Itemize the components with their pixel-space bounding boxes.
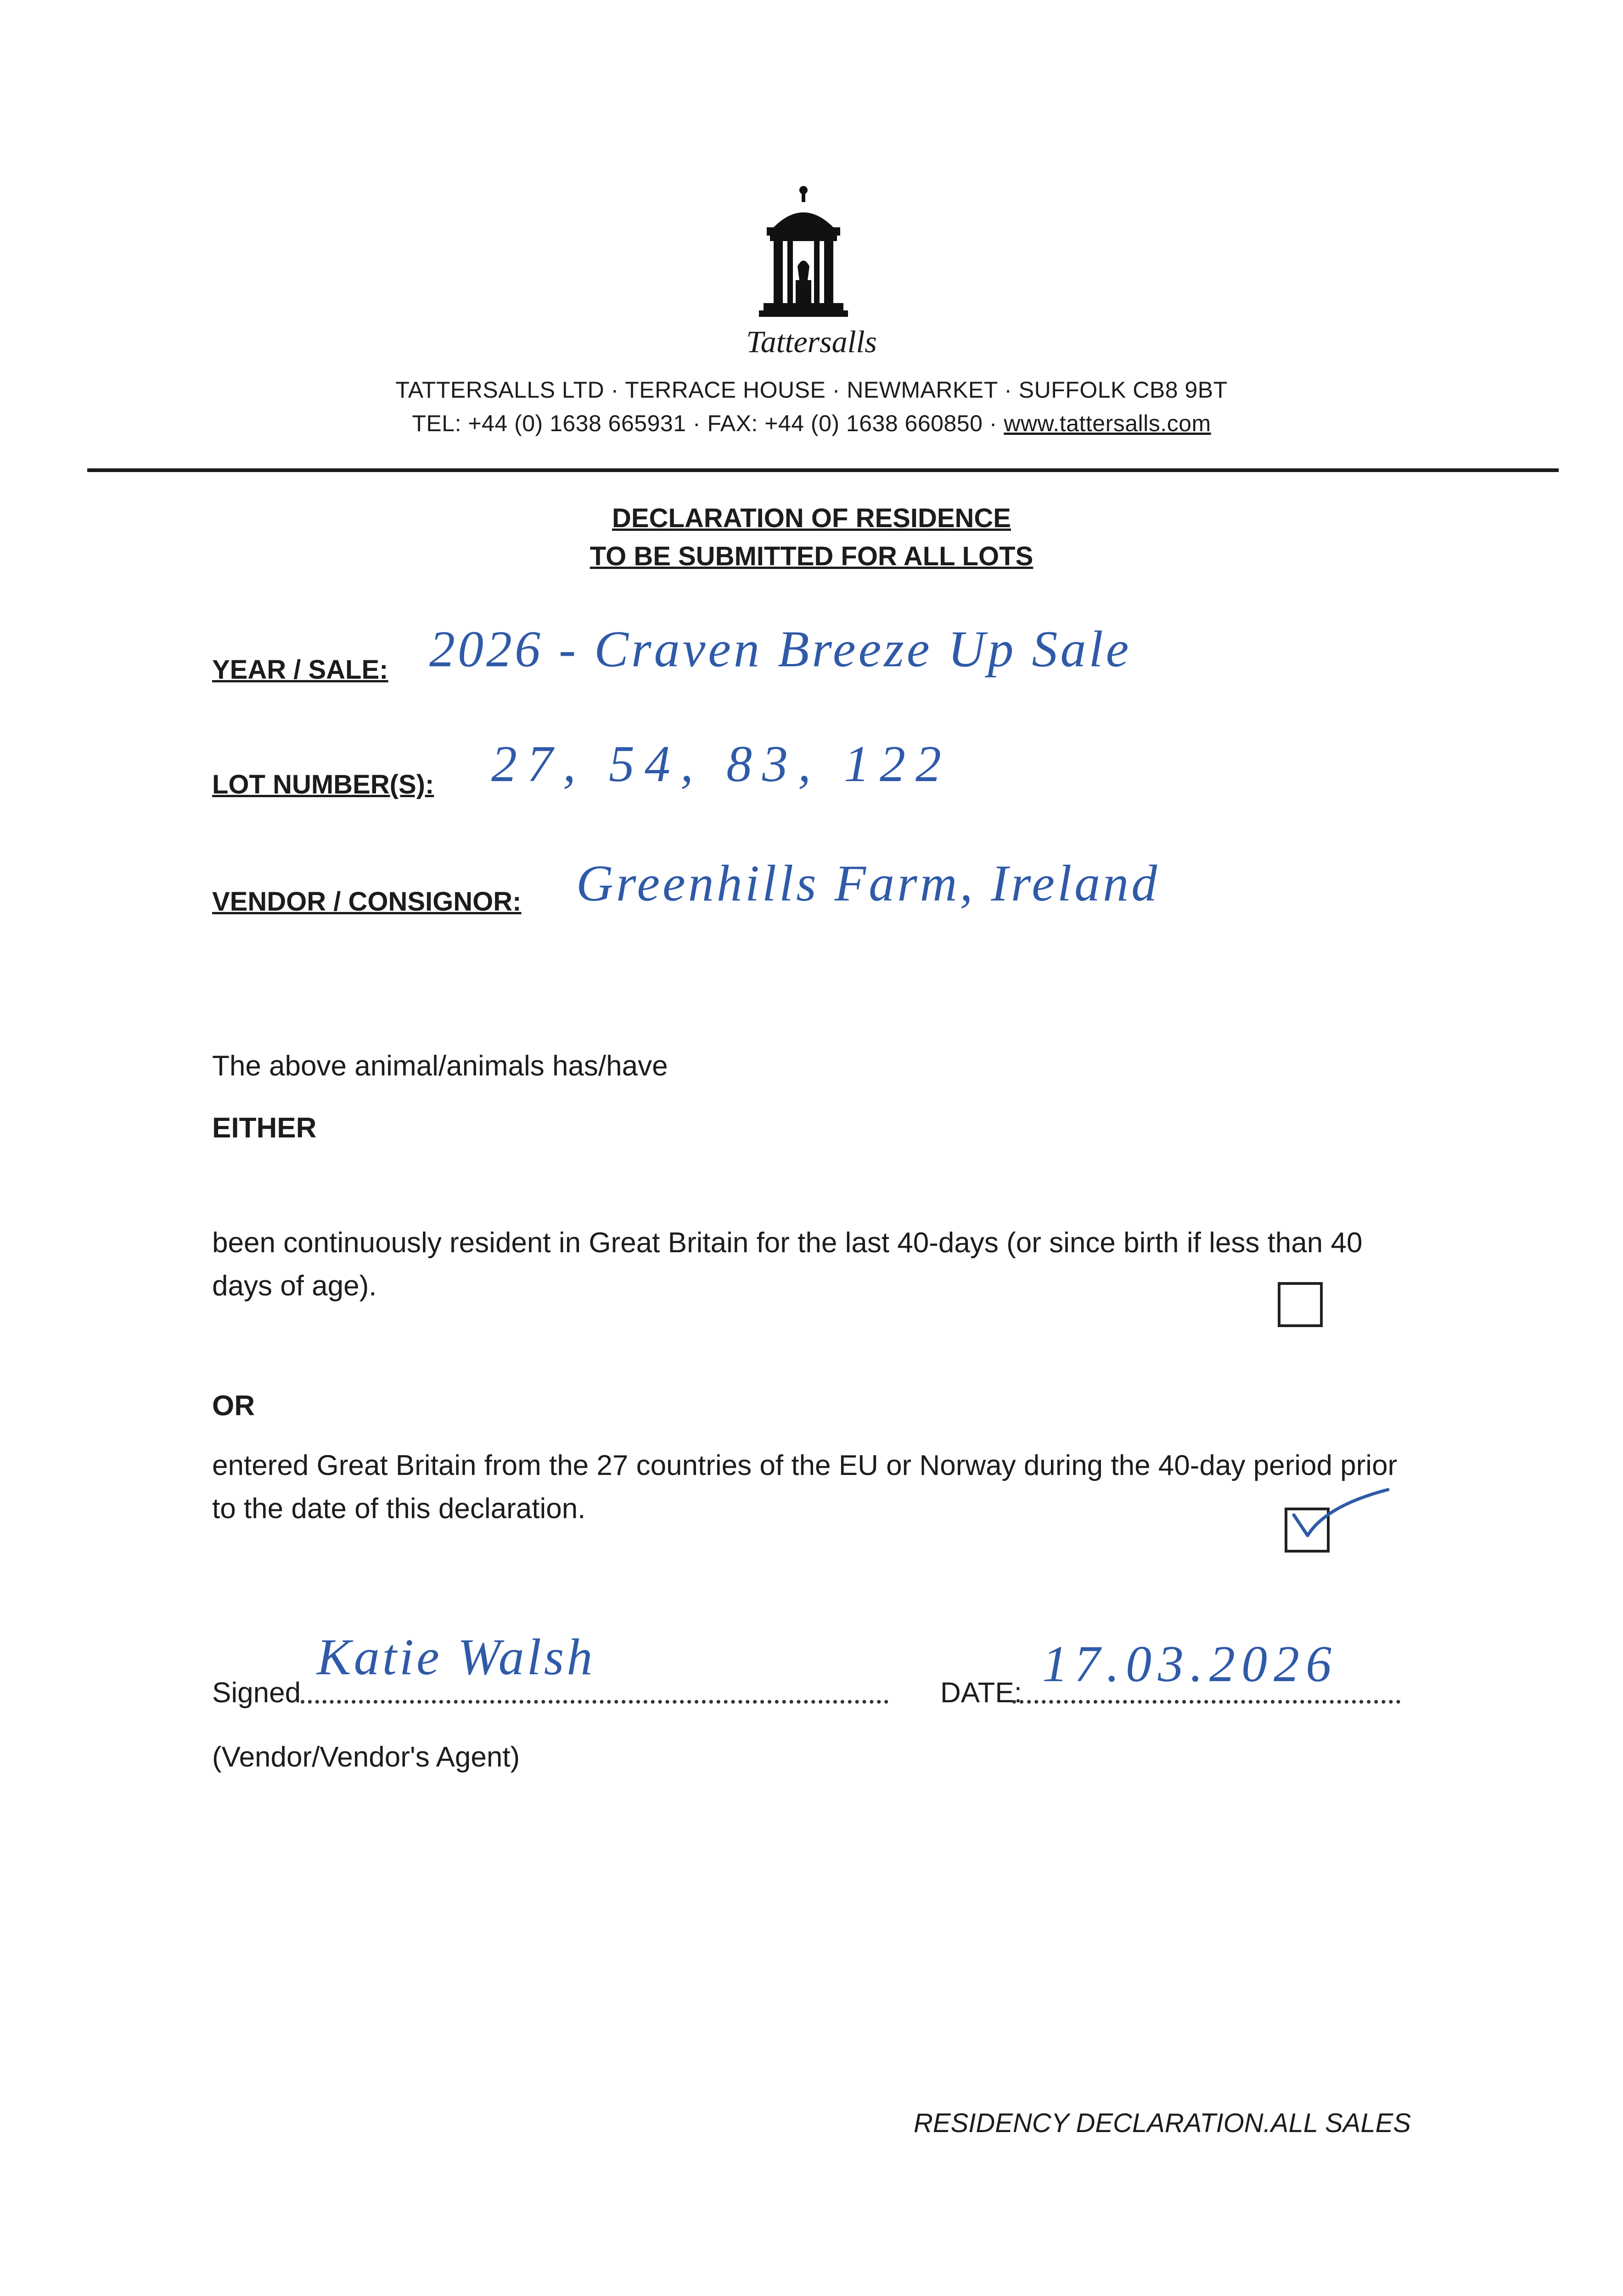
signature-line (301, 1700, 888, 1704)
website-link[interactable]: www.tattersalls.com (1004, 411, 1211, 436)
statement-intro: The above animal/animals has/have (212, 1050, 668, 1082)
option1-checkbox[interactable] (1278, 1282, 1323, 1327)
contact-numbers: TEL: +44 (0) 1638 665931 · FAX: +44 (0) 1638 660850 · (412, 411, 1004, 436)
tattersalls-logo (741, 184, 865, 331)
date-line (1012, 1700, 1400, 1704)
signed-label: Signed (212, 1677, 301, 1709)
company-contact (0, 410, 1623, 437)
year-sale-value[interactable]: 2026 - Craven Breeze Up Sale (429, 621, 1132, 678)
company-address: TATTERSALLS LTD · TERRACE HOUSE · NEWMARKET · SUFFOLK CB8 9BT (395, 377, 1228, 403)
option2-checkbox[interactable] (1285, 1508, 1330, 1553)
year-sale-label: YEAR / SALE: (212, 655, 388, 685)
option1-text: been continuously resident in Great Britain for the last 40-days (or since birth if less than 40 days of age). (212, 1227, 1363, 1302)
option2-text: entered Great Britain from the 27 countries of the EU or Norway during the 40-day period prior to the date of this declaration. (212, 1450, 1398, 1525)
vendor-consignor-label: VENDOR / CONSIGNOR: (212, 887, 522, 917)
header-divider (87, 468, 1559, 472)
vendor-consignor-value[interactable]: Greenhills Farm, Ireland (576, 855, 1160, 912)
checkmark-icon (1285, 1483, 1390, 1547)
signature-value[interactable]: Katie Walsh (317, 1629, 595, 1686)
brand-name: Tattersalls (746, 324, 877, 359)
date-label: DATE: (940, 1677, 1022, 1709)
form-title-line1: DECLARATION OF RESIDENCE (612, 503, 1011, 533)
or-label: OR (212, 1390, 255, 1422)
vendor-role-label: (Vendor/Vendor's Agent) (212, 1741, 520, 1773)
date-value[interactable]: 17.03.2026 (1042, 1636, 1338, 1693)
lot-numbers-value[interactable]: 27, 54, 83, 122 (491, 736, 951, 793)
footer-reference: RESIDENCY DECLARATION.ALL SALES (914, 2108, 1411, 2138)
either-label: EITHER (212, 1112, 317, 1144)
form-title-line2: TO BE SUBMITTED FOR ALL LOTS (590, 541, 1033, 571)
lot-numbers-label: LOT NUMBER(S): (212, 770, 434, 799)
